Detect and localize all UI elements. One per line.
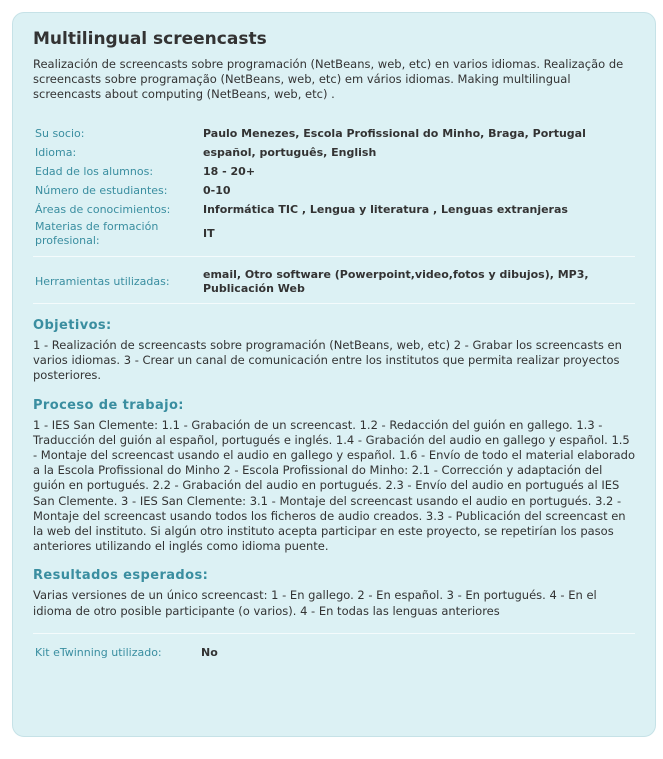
areas-value: Informática TIC , Lengua y literatura , Lenguas extranjeras xyxy=(203,202,568,216)
kit-divider xyxy=(33,633,635,634)
students-value: 0-10 xyxy=(203,183,231,197)
age-value: 18 - 20+ xyxy=(203,164,256,178)
results-heading: Resultados esperados: xyxy=(33,568,209,584)
results-text: Varias versiones de un único screencast: 1 - En gallego. 2 - En español. 3 - En portugués. 4 - En el idioma de otro posible participante (o varios). 4 - En todas las lenguas anteriores xyxy=(33,588,597,618)
kit-label: Kit eTwinning utilizado: xyxy=(35,645,162,659)
section-divider xyxy=(33,303,635,304)
kit-row xyxy=(33,646,635,659)
process-text: 1 - IES San Clemente: 1.1 - Grabación de un screencast. 1.2 - Redacción del guión en gallego. 1.3 - Traducción del guión al español, portugués e inglés. 1.4 - Grabación del audio en gallego y español. 1.5 - Montaje del screencast usando el audio en gallego y español. 1.6 - Envío de todo el material elaborado a la Escola Profissional do Minho 2 - Escola Profissional do Minho: 2.1 - Corrección y adaptación del guión en portugués. 2.2 - Grabación del audio en portugués. 2.3 - Envío del audio en portugués al IES San Clemente. 3 - IES San Clemente: 3.1 - Montaje del screencast usando el audio en portugués. 3.2 - Montaje del screencast usando todos los ficheros de audio creados. 3.3 - Publicación del screencast en la web del instituto. Si algún otro instituto acepta participar en este proyecto, se repetirían los pasos anteriores utilizando el inglés como idioma puente. xyxy=(33,417,636,554)
info-divider xyxy=(33,249,635,259)
info-row-areas xyxy=(33,200,635,219)
info-row-tools xyxy=(33,267,635,297)
vocational-label: Materias de formación profesional: xyxy=(35,220,159,247)
project-info-table xyxy=(33,124,635,297)
project-description: Realización de screencasts sobre programación (NetBeans, web, etc) en varios idiomas. Realização de screencasts sobre programação (NetBeans, web, etc) em vários idiomas. Making multilingual screencasts about computing (NetBeans, web, etc) . xyxy=(33,57,624,101)
vocational-value: IT xyxy=(203,227,215,240)
tools-value: email, Otro software (Powerpoint,video,fotos y dibujos), MP3, Publicación Web xyxy=(203,268,589,295)
project-title: Multilingual screencasts xyxy=(33,29,267,49)
objectives-text: 1 - Realización de screencasts sobre programación (NetBeans, web, etc) 2 - Grabar los screencasts en varios idiomas. 3 - Crear un canal de comunicación entre los institutos que permita realizar proyectos posteriores. xyxy=(33,338,622,383)
info-spacer xyxy=(33,259,635,267)
areas-label: Áreas de conocimientos: xyxy=(35,202,171,216)
project-card xyxy=(12,12,656,737)
students-label: Número de estudiantes: xyxy=(35,183,168,197)
partner-label: Su socio: xyxy=(35,126,85,140)
partner-value: Paulo Menezes, Escola Profissional do Minho, Braga, Portugal xyxy=(203,126,586,140)
info-row-partner xyxy=(33,124,635,143)
process-heading: Proceso de trabajo: xyxy=(33,397,184,413)
info-row-students xyxy=(33,181,635,200)
age-label: Edad de los alumnos: xyxy=(35,164,154,178)
objectives-heading: Objetivos: xyxy=(33,318,112,333)
info-row-vocational xyxy=(33,219,635,249)
info-row-age xyxy=(33,162,635,181)
language-value: español, português, English xyxy=(203,145,377,159)
info-row-language xyxy=(33,143,635,162)
tools-label: Herramientas utilizadas: xyxy=(35,275,170,288)
language-label: Idioma: xyxy=(35,145,77,159)
kit-value: No xyxy=(201,645,218,659)
